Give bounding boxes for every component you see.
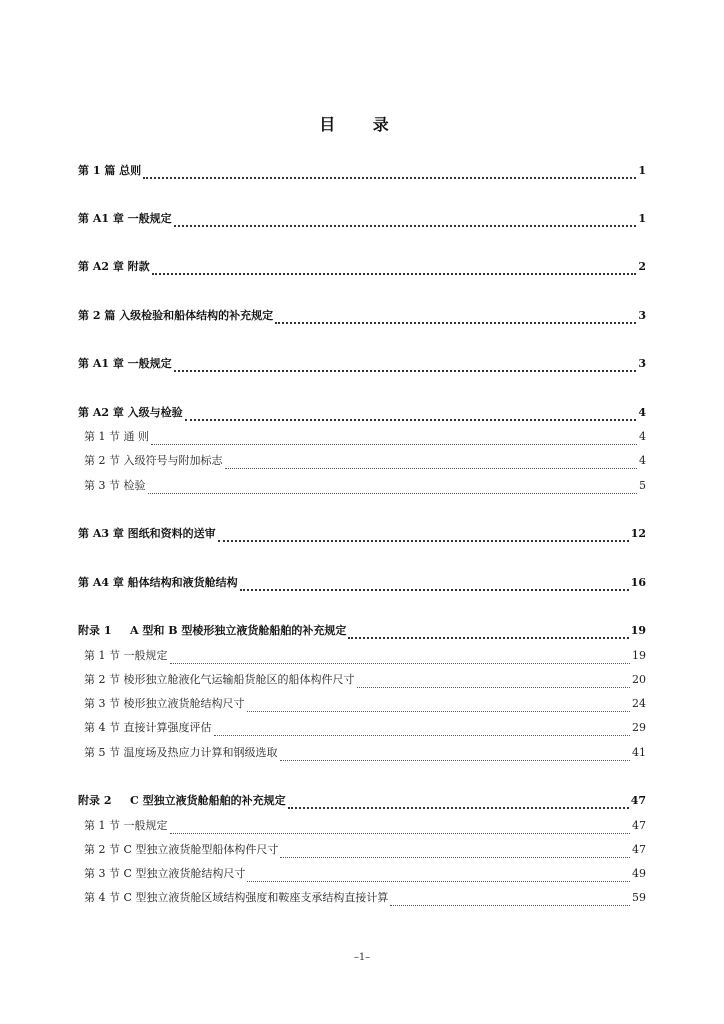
toc-entry[interactable]	[78, 623, 646, 639]
toc-entry-label: 第 A3 章 图纸和资料的送审	[78, 527, 216, 540]
toc-entry-label: 第 3 节 C 型独立液货舱结构尺寸	[84, 867, 246, 880]
leader-dots	[185, 407, 637, 421]
toc-entry-label: 第 3 节 检验	[84, 479, 146, 492]
leader-dots	[152, 261, 637, 275]
toc-subentry[interactable]	[84, 453, 646, 469]
toc-entry[interactable]	[78, 356, 646, 372]
leader-dots	[280, 748, 631, 761]
toc-entry[interactable]	[78, 259, 646, 275]
leader-dots	[390, 893, 630, 906]
toc-entry[interactable]	[78, 211, 646, 227]
toc-entry[interactable]	[78, 405, 646, 421]
leader-dots	[143, 165, 636, 179]
toc-entry-label: 第 A1 章 一般规定	[78, 212, 172, 225]
toc-subentry[interactable]	[84, 696, 646, 712]
leader-dots	[280, 845, 630, 858]
toc-entry-page: 41	[632, 746, 646, 759]
toc-entry-label: 第 3 节 棱形独立液货舱结构尺寸	[84, 697, 245, 710]
toc-entry-page: 47	[630, 794, 646, 807]
leader-dots	[170, 651, 631, 664]
leader-dots	[151, 432, 637, 445]
appendix-number: 附录 2	[78, 794, 112, 807]
toc-entry-page: 20	[632, 673, 646, 686]
leader-dots	[240, 577, 629, 591]
toc-entry-page: 3	[638, 357, 646, 370]
toc-entry-label: 第 5 节 温度场及热应力计算和钢级选取	[84, 746, 278, 759]
leader-dots	[348, 625, 628, 639]
toc-entry-label: 第 1 节 一般规定	[84, 649, 168, 662]
toc-entry-label: 第 2 节 C 型独立液货舱型船体构件尺寸	[84, 843, 279, 856]
leader-dots	[174, 213, 637, 227]
toc-entry-label: A 型和 B 型棱形独立液货舱船舶的补充规定	[130, 624, 347, 637]
toc-entry[interactable]	[78, 575, 646, 591]
toc-entry-label: 第 1 节 通 则	[84, 430, 149, 443]
leader-dots	[288, 795, 629, 809]
toc-entry-page: 47	[632, 819, 646, 832]
page-number-footer: –1–	[353, 952, 371, 963]
toc-entry-page: 1	[638, 212, 646, 225]
toc-subentry[interactable]	[84, 478, 646, 494]
toc-entry-label: 第 2 篇 入级检验和船体结构的补充规定	[78, 309, 274, 322]
leader-dots	[357, 675, 631, 688]
toc-entry-page: 29	[632, 721, 646, 734]
leader-dots	[247, 699, 631, 712]
toc-subentry[interactable]	[84, 866, 646, 882]
leader-dots	[247, 869, 630, 882]
toc-entry[interactable]	[78, 526, 646, 542]
toc-entry-label: 第 A1 章 一般规定	[78, 357, 172, 370]
toc-subentry[interactable]	[84, 648, 646, 664]
toc-subentry[interactable]	[84, 720, 646, 736]
toc-entry-page: 24	[632, 697, 646, 710]
toc-entry[interactable]	[78, 793, 646, 809]
toc-subentry[interactable]	[84, 842, 646, 858]
leader-dots	[170, 821, 631, 834]
toc-entry-label: 第 4 节 直接计算强度评估	[84, 721, 212, 734]
toc-entry-label: 第 2 节 棱形独立舱液化气运输船货舱区的船体构件尺寸	[84, 673, 355, 686]
toc-entry-page: 4	[639, 430, 646, 443]
leader-dots	[275, 310, 636, 324]
toc-entry-page: 12	[630, 527, 646, 540]
toc-subentry[interactable]	[84, 429, 646, 445]
toc-entry-page: 59	[632, 891, 646, 904]
toc-subentry[interactable]	[84, 818, 646, 834]
toc-entry-label: 第 A4 章 船体结构和液货舱结构	[78, 576, 238, 589]
toc-entry-label: C 型独立液货舱船舶的补充规定	[130, 794, 286, 807]
toc-subentry[interactable]	[84, 890, 646, 906]
toc-entry-label: 第 A2 章 附款	[78, 260, 150, 273]
appendix-number: 附录 1	[78, 624, 112, 637]
toc-entry-page: 1	[638, 164, 646, 177]
toc-entry-label: 第 1 节 一般规定	[84, 819, 168, 832]
toc-entry-page: 3	[638, 309, 646, 322]
toc-entry-page: 4	[639, 454, 646, 467]
toc-subentry[interactable]	[84, 672, 646, 688]
toc-entry[interactable]	[78, 308, 646, 324]
toc-entry-page: 47	[632, 843, 646, 856]
toc-subentry[interactable]	[84, 745, 646, 761]
page-title: 目 录	[319, 115, 405, 134]
toc-entry-page: 4	[638, 406, 646, 419]
toc-entry-page: 19	[630, 624, 646, 637]
toc-entry-page: 2	[638, 260, 646, 273]
leader-dots	[174, 358, 637, 372]
leader-dots	[214, 723, 631, 736]
toc-entry-page: 5	[639, 479, 646, 492]
leader-dots	[225, 456, 638, 469]
toc-entry-page: 49	[632, 867, 646, 880]
toc-entry-label: 第 A2 章 入级与检验	[78, 406, 183, 419]
toc-entry-label: 第 4 节 C 型独立液货舱区域结构强度和鞍座支承结构直接计算	[84, 891, 389, 904]
toc-entry[interactable]	[78, 163, 646, 179]
leader-dots	[148, 481, 638, 494]
leader-dots	[218, 528, 629, 542]
toc-entry-page: 16	[630, 576, 646, 589]
toc-entry-page: 19	[632, 649, 646, 662]
toc-entry-label: 第 2 节 入级符号与附加标志	[84, 454, 223, 467]
toc-entry-label: 第 1 篇 总则	[78, 164, 142, 177]
